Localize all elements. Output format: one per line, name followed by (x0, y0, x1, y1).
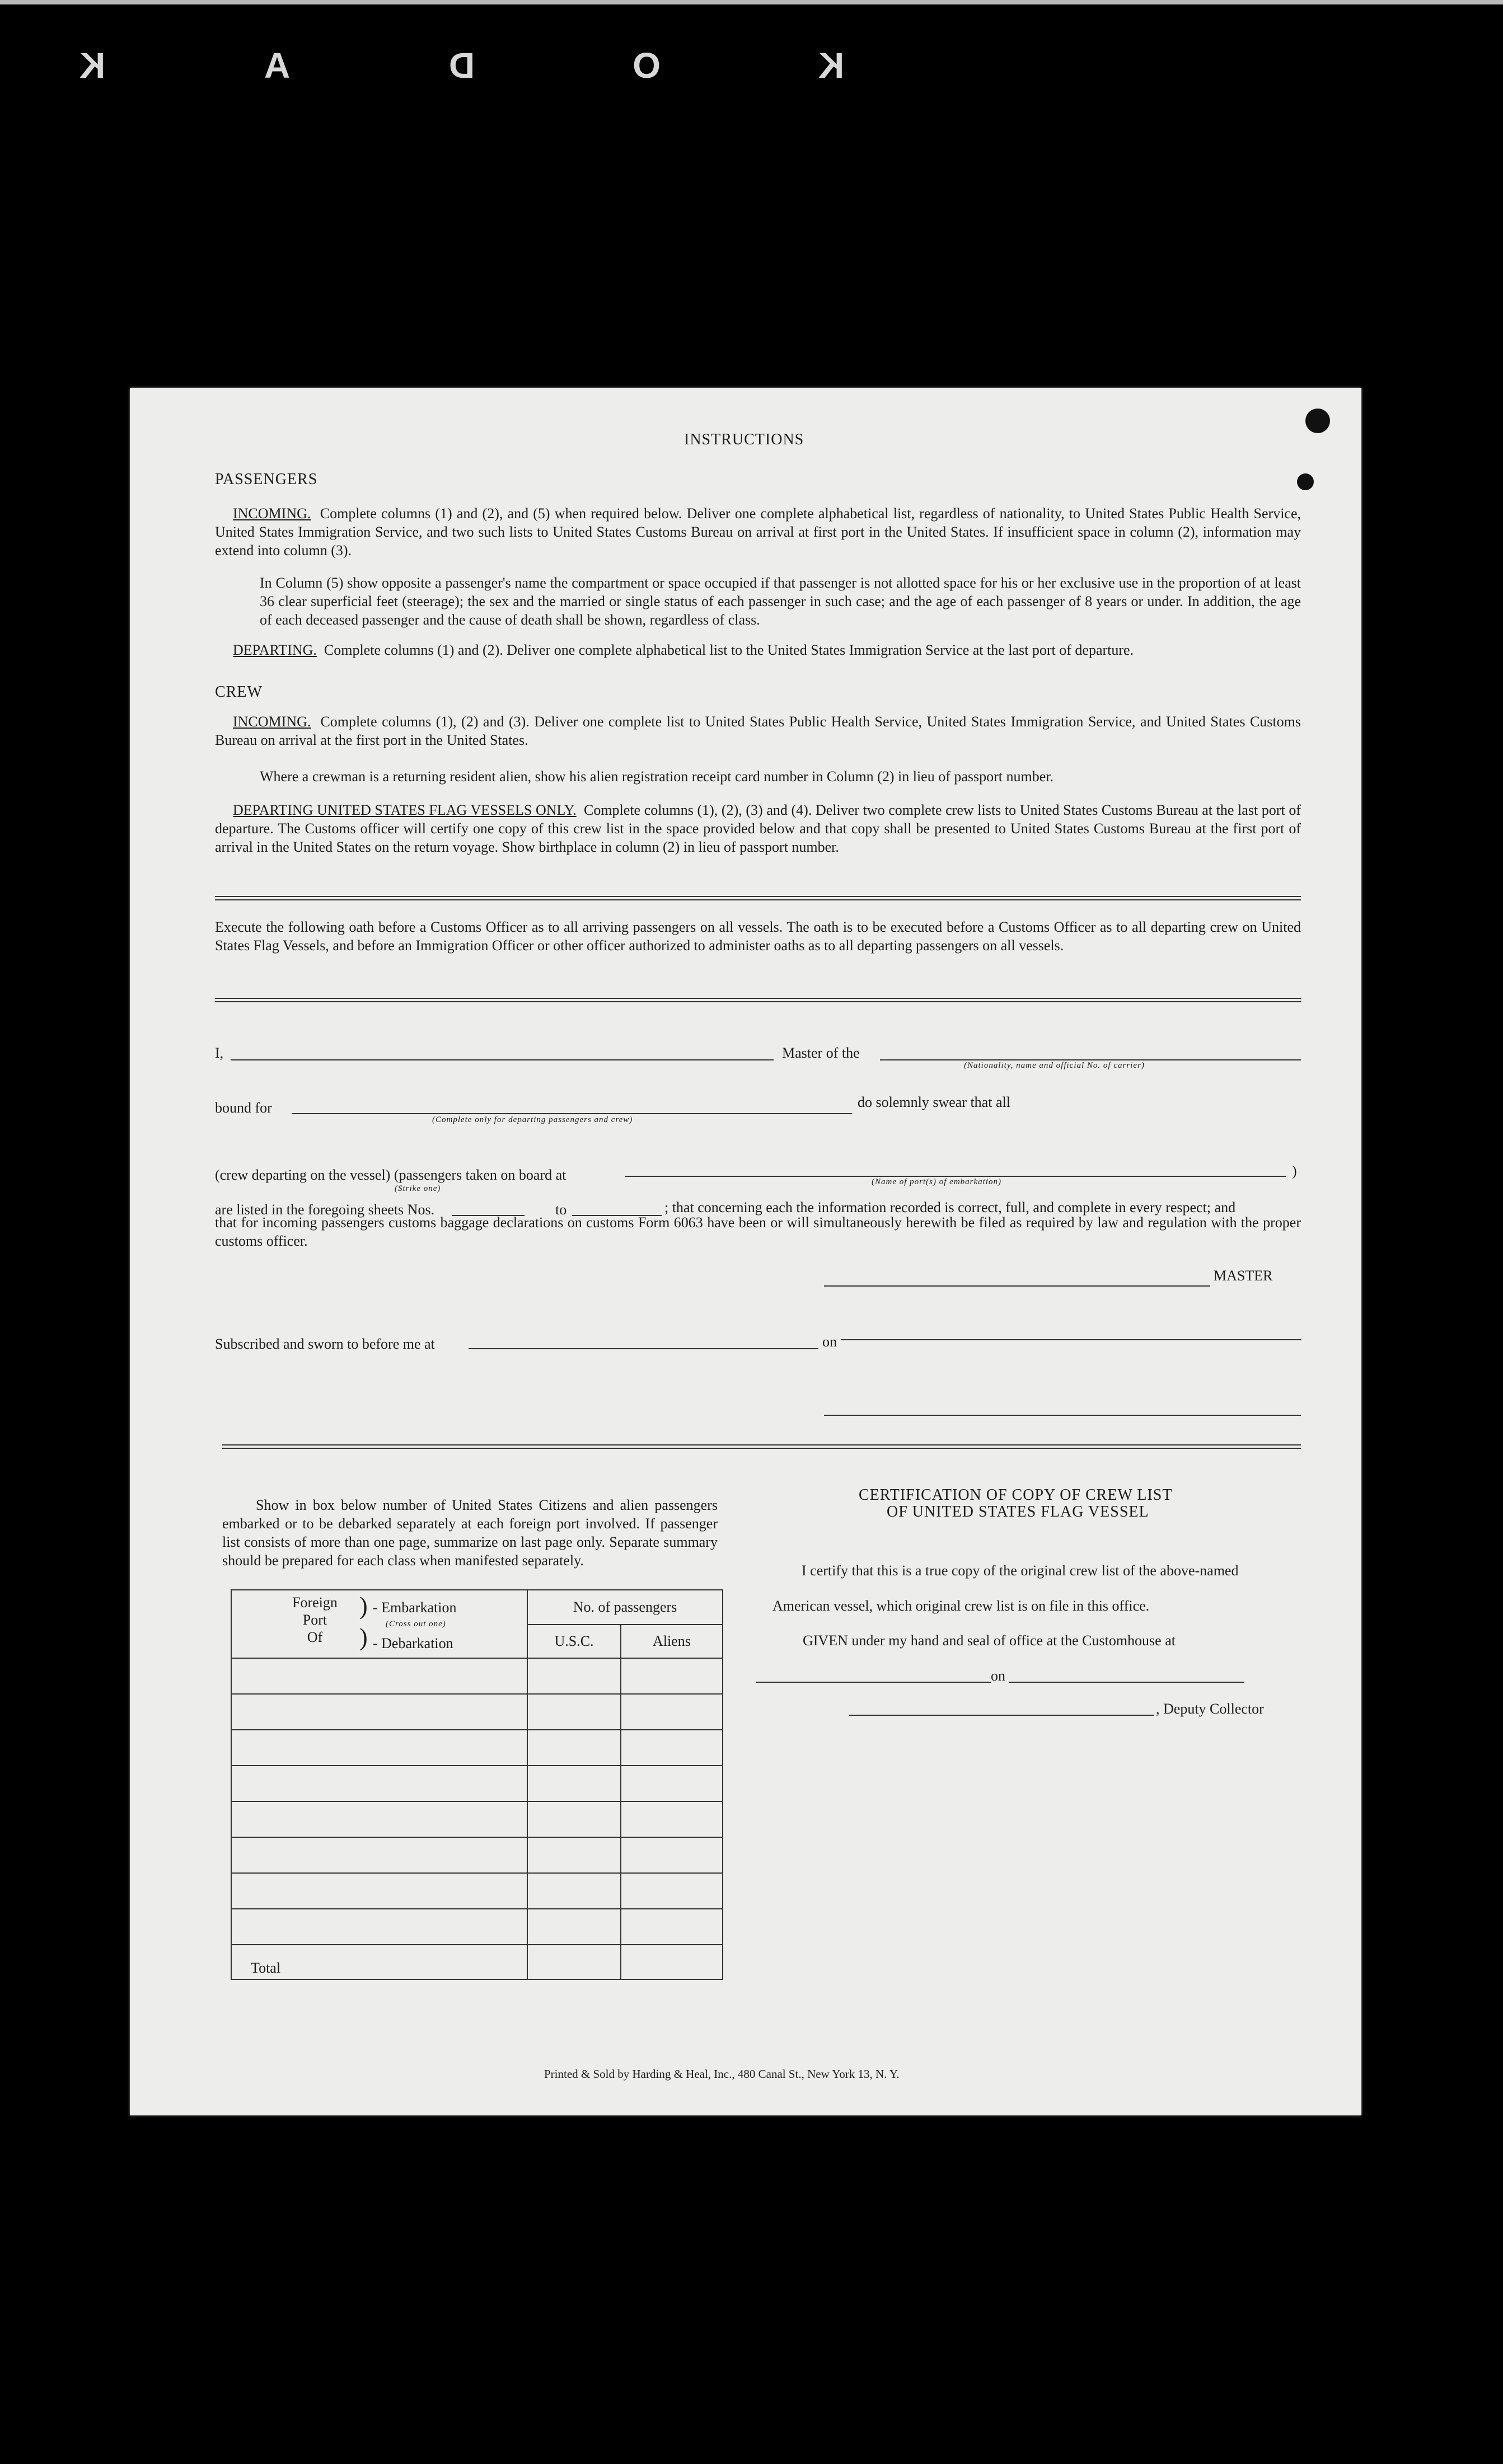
given-under-label: GIVEN under my hand and seal of office at the Customhouse at (803, 1632, 1176, 1649)
aliens-cell[interactable] (621, 1873, 723, 1909)
do-swear-label: do solemnly swear that all (858, 1094, 1010, 1110)
crew-departing-text: Complete columns (1), (2), (3) and (4). Deliver two complete crew lists to United States Customs Bureau at the last port of departure. The Customs officer will certify one copy of this crew list in the space provided below and that copy shall be presented to United States Customs Bureau at the first port of arrival in the United States on the return voyage. Show birthplace in column (2) in lieu of passport number. (215, 802, 1301, 855)
brace-lower: ) (359, 1623, 368, 1651)
crew-departing-label: (crew departing on the vessel) (passengers taken on board at (215, 1167, 566, 1183)
double-rule (215, 998, 1301, 1002)
table-row (231, 1766, 723, 1801)
table-row (231, 1801, 723, 1837)
usc-cell[interactable] (527, 1658, 621, 1694)
double-rule (215, 896, 1301, 900)
deputy-collector-signature-field[interactable] (849, 1715, 1154, 1716)
deputy-collector-label: , Deputy Collector (1156, 1701, 1264, 1717)
total-label: Total (231, 1945, 527, 1979)
punch-hole (1297, 473, 1314, 490)
to-label: to (555, 1202, 567, 1218)
oath-i-label: I, (215, 1045, 224, 1061)
subscribed-label: Subscribed and sworn to before me at (215, 1336, 435, 1352)
passengers-incoming-paragraph (215, 504, 1301, 560)
crew-departing-label: DEPARTING UNITED STATES FLAG VESSELS ONLY. (233, 802, 577, 818)
debarkation-label: - Debarkation (373, 1635, 453, 1651)
port-cell[interactable] (231, 1837, 527, 1873)
table-row (231, 1909, 723, 1945)
usc-cell[interactable] (527, 1766, 621, 1801)
aliens-cell[interactable] (621, 1909, 723, 1945)
table-row (231, 1837, 723, 1873)
crew-incoming-paragraph (215, 712, 1301, 749)
cross-out-caption: (Cross out one) (386, 1620, 446, 1628)
summary-intro: Show in box below number of United States Citizens and alien passengers embarked or to be debarked separately at each foreign port involved. If passenger list consists of more than one page, summarize on last page only. Separate summary should be prepared for each class when manifested separately. (222, 1497, 718, 1569)
embarkation-ports-field[interactable] (625, 1176, 1286, 1177)
carrier-field[interactable] (880, 1059, 1301, 1060)
film-letter: D (448, 45, 475, 86)
usc-header: U.S.C. (527, 1625, 621, 1658)
total-aliens-cell[interactable] (621, 1945, 723, 1979)
aliens-cell[interactable] (621, 1658, 723, 1694)
port-cell[interactable] (231, 1801, 527, 1837)
ports-caption: (Name of port(s) of embarkation) (872, 1177, 1001, 1186)
customhouse-field[interactable] (756, 1682, 991, 1683)
passengers-departing-paragraph (215, 641, 1301, 659)
usc-cell[interactable] (527, 1801, 621, 1837)
double-rule (222, 1444, 1301, 1449)
usc-cell[interactable] (527, 1730, 621, 1766)
film-letter: K (818, 45, 845, 86)
certification-on-label: on (991, 1668, 1005, 1684)
bound-for-label: bound for (215, 1100, 272, 1116)
port-cell[interactable] (231, 1909, 527, 1945)
certify-line2: American vessel, which original crew list is on file in this office. (772, 1598, 1150, 1614)
brace-upper: ) (359, 1592, 368, 1620)
certify-text: ; that concerning each the information recorded is correct, full, and complete in every respect; and (664, 1199, 1236, 1215)
crew-incoming-label: INCOMING. (233, 714, 311, 730)
officer-signature-field[interactable] (824, 1415, 1301, 1416)
crew-departing-paragraph (215, 801, 1301, 856)
film-edge-strip (0, 0, 1503, 4)
table-row (231, 1730, 723, 1766)
port-cell[interactable] (231, 1873, 527, 1909)
ports-summary-table (231, 1589, 723, 1980)
table-row (231, 1694, 723, 1730)
certification-title-line1: CERTIFICATION OF COPY OF CREW LIST (859, 1486, 1173, 1504)
departing-text: Complete columns (1) and (2). Deliver one complete alphabetical list to the United States Immigration Service at the last port of departure. (324, 642, 1134, 658)
aliens-cell[interactable] (621, 1730, 723, 1766)
bound-for-field[interactable] (292, 1113, 852, 1114)
subscribed-on-label: on (822, 1334, 837, 1350)
foreign-label: Foreign (292, 1594, 338, 1611)
nationality-caption: (Nationality, name and official No. of carrier) (964, 1061, 1145, 1070)
complete-caption: (Complete only for departing passengers and crew) (432, 1115, 633, 1124)
certify-line1: I certify that this is a true copy of the original crew list of the above-named (802, 1562, 1239, 1579)
usc-cell[interactable] (527, 1694, 621, 1730)
column5-paragraph: In Column (5) show opposite a passenger's name the compartment or space occupied if that passenger is not allotted space for his or her exclusive use in the proportion of at least 36 clear superficial feet (steerage); the sex and the married or single status of each passenger in such case; and the age of each passenger of 8 years or under. In addition, the age of each deceased passenger and the cause of death shall be shown, regardless of class. (260, 575, 1301, 628)
master-label: MASTER (1214, 1268, 1273, 1284)
crew-heading: CREW (215, 683, 263, 701)
film-letter: K (79, 45, 106, 86)
aliens-cell[interactable] (621, 1837, 723, 1873)
total-usc-cell[interactable] (527, 1945, 621, 1979)
total-row (231, 1945, 723, 1979)
table-row (231, 1873, 723, 1909)
printer-footer: Printed & Sold by Harding & Heal, Inc., 480 Canal St., New York 13, N. Y. (544, 2067, 900, 2081)
port-cell[interactable] (231, 1766, 527, 1801)
punch-hole (1305, 409, 1330, 433)
close-paren: ) (1292, 1163, 1297, 1179)
form-page (130, 388, 1361, 2115)
port-cell[interactable] (231, 1730, 527, 1766)
port-label: Port (302, 1612, 327, 1628)
embarkation-label: - Embarkation (373, 1599, 457, 1616)
usc-cell[interactable] (527, 1837, 621, 1873)
crew-resident-paragraph: Where a crewman is a returning resident alien, show his alien registration receipt card number in Column (2) in lieu of passport number. (260, 768, 1054, 785)
film-letter: A (264, 45, 291, 86)
master-name-field[interactable] (231, 1059, 774, 1060)
no-of-passengers-header: No. of passengers (527, 1590, 723, 1625)
oath-execute-paragraph: Execute the following oath before a Customs Officer as to all arriving passengers on all vessels. The oath is to be executed before a Customs Officer as to all departing crew on United States Flag Vessels, and before an Immigration Officer or other officer authorized to administer oaths as to all departing passengers on all vessels. (215, 919, 1301, 954)
instructions-title: INSTRUCTIONS (684, 431, 804, 448)
master-of-the-label: Master of the (782, 1045, 860, 1061)
baggage-paragraph: that for incoming passengers customs baggage declarations on customs Form 6063 have been or will simultaneously herewith be filed as required by law and regulation with the proper customs officer. (215, 1214, 1301, 1249)
certification-date-field[interactable] (1009, 1682, 1244, 1683)
subscribed-place-field[interactable] (469, 1348, 818, 1349)
port-cell[interactable] (231, 1658, 527, 1694)
of-label: Of (307, 1629, 323, 1645)
incoming-label: INCOMING. (233, 505, 311, 522)
table-row (231, 1658, 723, 1694)
incoming-text: Complete columns (1) and (2), and (5) when required below. Deliver one complete alphabetical list, regardless of nationality, to United States Public Health Service, United States Immigration Service, and two such lists to United States Customs Bureau on arrival at first port in the United States. If insufficient space in column (2), information may extend into column (3). (215, 505, 1301, 558)
listed-in-label: are listed in the foregoing sheets Nos. (215, 1202, 435, 1218)
foreign-port-header (231, 1590, 527, 1658)
film-letter: O (633, 45, 661, 86)
usc-cell[interactable] (527, 1909, 621, 1945)
aliens-cell[interactable] (621, 1766, 723, 1801)
subscribed-date-field[interactable] (841, 1339, 1301, 1340)
crew-incoming-text: Complete columns (1), (2) and (3). Deliver one complete list to United States Public Health Service, United States Immigration Service, and United States Customs Bureau on arrival at the first port in the United States. (215, 714, 1301, 748)
strike-caption: (Strike one) (395, 1184, 441, 1193)
aliens-header: Aliens (621, 1625, 723, 1658)
passengers-heading: PASSENGERS (215, 471, 318, 488)
film-top-border (0, 0, 1503, 42)
kodak-film-mark (0, 45, 924, 86)
departing-label: DEPARTING. (233, 642, 317, 658)
usc-cell[interactable] (527, 1873, 621, 1909)
aliens-cell[interactable] (621, 1801, 723, 1837)
aliens-cell[interactable] (621, 1694, 723, 1730)
certification-title-line2: OF UNITED STATES FLAG VESSEL (887, 1503, 1149, 1520)
port-cell[interactable] (231, 1694, 527, 1730)
master-signature-field[interactable] (824, 1285, 1210, 1287)
